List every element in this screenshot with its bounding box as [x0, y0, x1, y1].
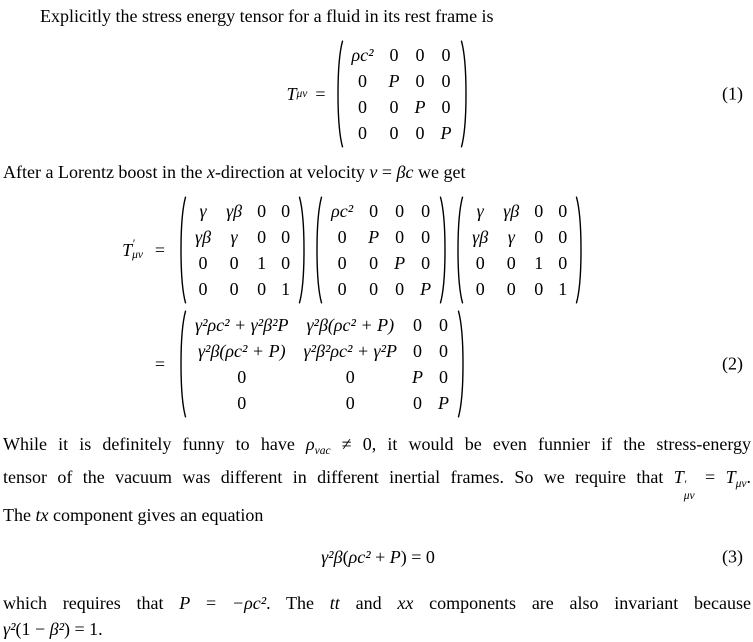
matrix-cell: 0: [358, 122, 368, 143]
matrix-cell: 0: [413, 340, 423, 361]
subscript: μν: [735, 478, 747, 491]
matrix-cell: 1: [534, 252, 544, 273]
matrix-cell: 0: [257, 200, 267, 221]
paragraph-text: .: [746, 467, 751, 488]
matrix-cell: 0: [441, 44, 451, 65]
matrix-cell: 0: [337, 252, 347, 273]
matrix-cell: γ²ρc² + γ²β²P: [195, 314, 289, 335]
matrix-cell: 0: [439, 366, 449, 387]
matrix-cell: 0: [506, 252, 516, 273]
matrix-grid: [323, 195, 439, 305]
matrix-cell: 0: [358, 96, 368, 117]
matrix-cell: 0: [395, 278, 405, 299]
matrix-cell: 0: [413, 392, 423, 413]
left-paren-icon: [177, 195, 187, 305]
matrix-cell: 0: [439, 340, 449, 361]
left-paren-icon: [454, 195, 464, 305]
left-paren-icon: [334, 39, 344, 149]
math-upright: (1 −: [15, 619, 50, 640]
prime-subscript-stack: [132, 239, 143, 261]
paragraph-text: =: [694, 467, 726, 488]
matrix-cell: P: [440, 122, 452, 143]
matrix-cell: 0: [369, 278, 379, 299]
matrix-cell: 0: [281, 226, 291, 247]
paragraph-text: The: [3, 505, 36, 526]
matrix-cell: ρc²: [331, 200, 354, 221]
equation-number-1: (1): [722, 83, 743, 104]
prime-mark: ′: [132, 238, 135, 251]
matrix-cell: γ²β²ρc² + γ²P: [303, 340, 398, 361]
math-inline: γ²: [3, 619, 16, 640]
matrix-cell: 0: [198, 252, 208, 273]
equation-2-row-1: [3, 195, 753, 305]
paragraph-text: ≠ 0, it would be even funnier if the stress-energy: [330, 434, 751, 454]
matrix-cell: 0: [421, 252, 431, 273]
matrix-cell: 0: [395, 200, 405, 221]
math-inline: γ²β: [321, 546, 343, 567]
paragraph-text: While it is definitely funny to have: [3, 434, 306, 454]
matrix-cell: 0: [415, 70, 425, 91]
paragraph-line: [3, 590, 751, 616]
subscript: μν: [683, 490, 695, 503]
paragraph-text: =: [190, 593, 232, 614]
math-inline: x: [206, 162, 215, 182]
left-paren-icon: [177, 309, 187, 419]
matrix-cell: 0: [369, 200, 379, 221]
matrix-cell: γ: [230, 226, 238, 247]
matrix-cell: 1: [281, 278, 291, 299]
paragraph-text: and: [339, 593, 398, 614]
tensor-matrix: [313, 195, 449, 305]
paragraph-text: which requires that: [3, 593, 180, 614]
equation-number-3: (3): [722, 546, 743, 567]
matrix-cell: 0: [229, 252, 239, 273]
math-inline: tx: [35, 505, 49, 526]
document-page: [3, 3, 753, 642]
matrix-cell: 0: [534, 226, 544, 247]
math-inline: ρ: [305, 434, 315, 454]
matrix-cell: γ: [507, 226, 515, 247]
paragraph-text: After a Lorentz boost in the: [3, 162, 207, 182]
equation-2: [3, 195, 753, 419]
matrix-cell: P: [394, 252, 406, 273]
tensor-subscript: μν: [296, 88, 308, 100]
matrix-cell: 0: [475, 278, 485, 299]
math-inline: xx: [397, 593, 414, 614]
paragraph-argument: [3, 431, 751, 528]
right-paren-icon: [575, 195, 585, 305]
paragraph-boost: [3, 159, 751, 185]
matrix-cell: P: [438, 392, 450, 413]
matrix-cell: 0: [237, 392, 247, 413]
matrix-cell: P: [388, 70, 400, 91]
paragraph-line: [3, 502, 751, 528]
matrix-cell: ρc²: [351, 44, 374, 65]
matrix-cell: 0: [257, 226, 267, 247]
paragraph-line: [3, 616, 751, 642]
right-paren-icon: [439, 195, 449, 305]
matrix-cell: 0: [229, 278, 239, 299]
right-paren-icon: [298, 195, 308, 305]
matrix-cell: 0: [534, 278, 544, 299]
matrix-cell: 0: [415, 44, 425, 65]
boosted-tensor-result-matrix: [177, 309, 467, 419]
matrix-cell: 0: [441, 96, 451, 117]
rest-frame-tensor-matrix: [334, 39, 470, 149]
math-upright: ) = 0: [400, 546, 435, 567]
paragraph-line: [3, 464, 751, 502]
matrix-cell: γ²β(ρc² + P): [306, 314, 395, 335]
math-upright: +: [370, 546, 390, 567]
equals-sign: =: [315, 83, 326, 104]
paragraph-text: tensor of the vacuum was different in different inertial frames. So we require that: [3, 467, 674, 488]
matrix-cell: γ: [199, 200, 207, 221]
equation-1: [3, 37, 753, 151]
matrix-cell: 0: [237, 366, 247, 387]
matrix-cell: 0: [475, 252, 485, 273]
matrix-grid: [187, 309, 457, 419]
matrix-cell: 0: [281, 200, 291, 221]
right-paren-icon: [460, 39, 470, 149]
matrix-cell: 0: [345, 366, 355, 387]
matrix-cell: 0: [395, 226, 405, 247]
math-inline: T: [725, 467, 736, 488]
matrix-cell: P: [420, 278, 432, 299]
matrix-cell: γ²β(ρc² + P): [197, 340, 286, 361]
matrix-cell: γ: [476, 200, 484, 221]
paragraph-text: components are also invariant because: [413, 593, 752, 614]
math-inline: P: [179, 593, 191, 614]
math-inline: T: [673, 467, 684, 488]
math-inline: −ρc²: [231, 593, 267, 614]
lorentz-boost-matrix-left: [177, 195, 308, 305]
matrix-cell: 0: [389, 44, 399, 65]
matrix-cell: 0: [198, 278, 208, 299]
matrix-cell: 0: [439, 314, 449, 335]
matrix-cell: 0: [534, 200, 544, 221]
matrix-cell: P: [414, 96, 426, 117]
matrix-cell: P: [368, 226, 380, 247]
math-inline: P: [389, 546, 401, 567]
boosted-tensor-symbol: [3, 239, 143, 261]
math-upright: ) = 1.: [64, 619, 103, 640]
matrix-cell: 0: [389, 96, 399, 117]
right-paren-icon: [457, 309, 467, 419]
math-inline: ρc²: [348, 546, 371, 567]
matrix-cell: 0: [281, 252, 291, 273]
matrix-cell: 0: [415, 122, 425, 143]
matrix-cell: 0: [421, 200, 431, 221]
tensor-symbol: [286, 84, 307, 105]
matrix-grid: [464, 195, 575, 305]
math-inline: v: [369, 162, 378, 182]
matrix-cell: 1: [257, 252, 267, 273]
paragraph-text: Explicitly the stress energy tensor for a fluid in its rest frame is: [40, 6, 494, 26]
left-paren-icon: [313, 195, 323, 305]
matrix-cell: 0: [421, 226, 431, 247]
matrix-cell: 1: [558, 278, 568, 299]
equation-number-2: (2): [722, 353, 743, 374]
matrix-cell: 0: [369, 252, 379, 273]
subscript: vac: [314, 445, 331, 458]
matrix-cell: γβ: [195, 226, 212, 247]
equation-body: [321, 547, 435, 568]
equation-2-row-2: [3, 309, 753, 419]
matrix-cell: 0: [506, 278, 516, 299]
matrix-cell: 0: [558, 200, 568, 221]
matrix-cell: γβ: [472, 226, 489, 247]
matrix-grid: [187, 195, 298, 305]
math-upright: (: [342, 546, 349, 567]
tensor-base: T: [122, 239, 133, 260]
matrix-cell: 0: [257, 278, 267, 299]
matrix-cell: P: [412, 366, 424, 387]
matrix-cell: 0: [337, 278, 347, 299]
math-inline: tt: [329, 593, 340, 614]
matrix-cell: 0: [389, 122, 399, 143]
matrix-cell: γβ: [503, 200, 520, 221]
paragraph-line: [3, 431, 751, 464]
matrix-cell: 0: [337, 226, 347, 247]
equals-sign: =: [154, 239, 166, 260]
paragraph-intro: [3, 3, 751, 29]
paragraph-text: -direction at velocity: [214, 162, 370, 182]
equals-sign: =: [154, 353, 166, 374]
math-inline: βc: [396, 162, 414, 182]
matrix-grid: [344, 39, 460, 149]
equation-3: [3, 536, 753, 578]
paragraph-text: =: [377, 162, 397, 182]
matrix-cell: 0: [358, 70, 368, 91]
prime-mark: ′: [683, 479, 687, 492]
math-inline: β²: [49, 619, 65, 640]
tensor-base: T: [286, 83, 297, 104]
matrix-cell: 0: [441, 70, 451, 91]
paragraph-text: we get: [413, 162, 466, 182]
prime-subscript-stack: [684, 480, 695, 502]
matrix-product: [177, 195, 585, 305]
tensor-subscript: μν: [132, 249, 143, 261]
matrix-cell: γβ: [226, 200, 243, 221]
matrix-cell: 0: [413, 314, 423, 335]
matrix-cell: 0: [558, 226, 568, 247]
matrix-cell: 0: [345, 392, 355, 413]
result-side: [177, 309, 467, 419]
paragraph-text: component gives an equation: [48, 505, 264, 526]
lorentz-boost-matrix-right: [454, 195, 585, 305]
matrix-cell: 0: [558, 252, 568, 273]
paragraph-text: . The: [266, 593, 330, 614]
paragraph-conclusion: [3, 590, 751, 642]
